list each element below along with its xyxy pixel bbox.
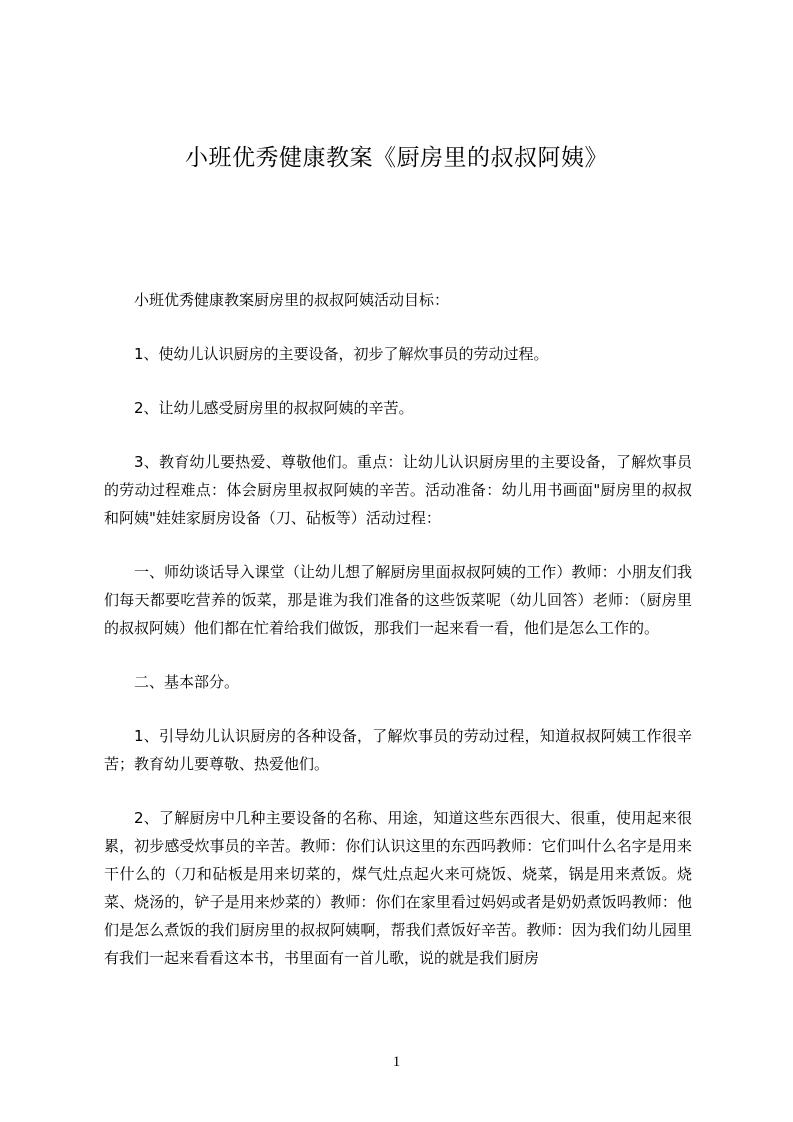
document-title: 小班优秀健康教案《厨房里的叔叔阿姨》 xyxy=(185,145,608,171)
document-body xyxy=(104,286,692,998)
paragraph-step-2-heading: 二、基本部分。 xyxy=(134,673,240,691)
paragraph-goal-2: 2、让幼儿感受厨房里的叔叔阿姨的辛苦。 xyxy=(134,399,414,417)
paragraph-goal-3: 3、教育幼儿要热爱、尊敬他们。重点：让幼儿认识厨房里的主要设备，了解炊事员的劳动过程难点：体会厨房里叔叔阿姨的辛苦。活动准备：幼儿用书画面"厨房里的叔叔和阿姨"娃娃家厨房设备（刀、砧板等）活动过程： xyxy=(104,453,692,527)
paragraph-goal-1: 1、使幼儿认识厨房的主要设备，初步了解炊事员的劳动过程。 xyxy=(134,345,549,363)
paragraph-activity-goals: 小班优秀健康教案厨房里的叔叔阿姨活动目标： xyxy=(134,291,450,309)
paragraph-step-1: 一、师幼谈话导入课堂（让幼儿想了解厨房里面叔叔阿姨的工作）教师：小朋友们我们每天都要吃营养的饭菜，那是谁为我们准备的这些饭菜呢（幼儿回答）老师：（厨房里的叔叔阿姨）他们都在忙着给我们做饭，那我们一起来看一看，他们是怎么工作的。 xyxy=(104,563,692,637)
page-number: 1 xyxy=(392,1054,401,1070)
paragraph-step-2-item-2: 2、了解厨房中几种主要设备的名称、用途，知道这些东西很大、很重，使用起来很累，初步感受炊事员的辛苦。教师：你们认识这里的东西吗教师：它们叫什么名字是用来干什么的（刀和砧板是用来切菜的，煤气灶点起火来可烧饭、烧菜，锅是用来煮饭。烧菜、烧汤的，铲子是用来炒菜的）教师：你们在家里看过妈妈或者是奶奶煮饭吗教师：他们是怎么煮饭的我们厨房里的叔叔阿姨啊，帮我们煮饭好辛苦。教师：因为我们幼儿园里有我们一起来看看这本书，书里面有一首儿歌，说的就是我们厨房 xyxy=(104,809,692,967)
paragraph-step-2-item-1: 1、引导幼儿认识厨房的各种设备，了解炊事员的劳动过程，知道叔叔阿姨工作很辛苦；教育幼儿要尊敬、热爱他们。 xyxy=(104,727,692,773)
